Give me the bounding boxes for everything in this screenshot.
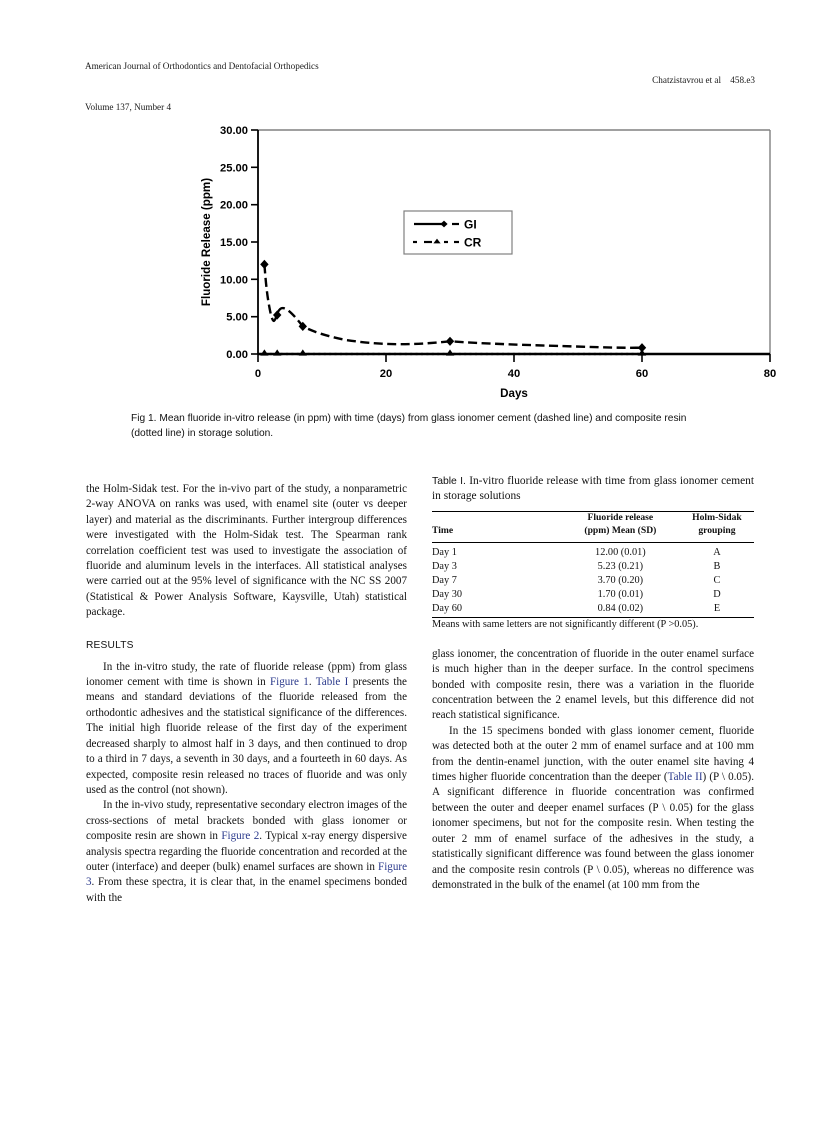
spacer [86,621,407,640]
chart-legend-label-cr: CR [464,235,482,250]
ytick-30: 30.00 [220,125,248,137]
right-column [432,474,754,893]
chart-x-ticks [258,354,770,362]
xref-figure-2[interactable]: Figure 2 [221,830,260,843]
results-invitro-text-b: . [308,676,316,689]
table-1-label: Table I. [432,476,466,487]
paragraph-results-invivo [86,798,407,906]
ytick-15: 15.00 [220,237,248,249]
table-1-body [432,543,754,632]
results-invivo-text-a: In the in-vivo study, representative secondary electron images of the cross-sections of metal brackets bonded with glass ionomer or composite resin are shown in [86,799,407,843]
table-cell-time: Day 3 [432,560,457,572]
table-cell-time: Day 60 [432,603,463,615]
chart-legend [404,211,512,254]
spacer [86,651,407,660]
table-cell-time: Day 1 [432,546,457,558]
xtick-60: 60 [635,368,649,380]
results-invitro-text-c: presents the means and standard deviations of the fluoride released from the orthodontic adhesives and the statistical significance of the differences. The initial high fluoride release of the first day of the experiment decreased sharply to almost half in 3 days, and then continued to drop to a third in 7 days, a seventh in 30 days, and a fourteeth in 60 days. As expected, composite resin released no traces of fluoride and was only used as the control (not shown). [86,676,407,796]
ytick-25: 25.00 [220,162,248,175]
table-1-title [432,474,754,504]
spacer [432,632,754,647]
chart-x-axis-title: Days [500,387,528,400]
table-header-fluoride-release [561,512,680,542]
chart-x-tick-labels [255,368,776,380]
xref-table-1[interactable]: Table I [315,676,349,689]
chart-y-ticks [251,130,258,354]
right-2-text-a: In the 15 specimens bonded with glass ionomer cement, fluoride was detected both at the outer 2 mm of enamel surface and at 100 mm from the dentin-enamel junction, with the outer enamel site having 4 times higher fluoride concentration than the deeper ( [432,724,754,784]
table-header-holm-sidak-line1: Holm-Sidak [692,512,742,524]
table-cell-grouping: D [713,589,721,601]
xtick-40: 40 [507,368,521,380]
running-head-page-number: 458.e3 [730,74,755,85]
results-invivo-text-c: . From these spectra, it is clear that, in the enamel specimens bonded with the [86,876,407,904]
xref-figure-3[interactable]: Figure 3 [86,860,407,889]
running-head-journal: American Journal of Orthodontics and Dentofacial Orthopedics [85,61,319,71]
table-1 [432,511,754,631]
paragraph-right-2 [432,724,754,893]
xref-table-2[interactable]: Table II [667,771,703,784]
chart-legend-label-gi: GI [464,217,477,232]
xtick-80: 80 [763,368,777,380]
ytick-20: 20.00 [220,199,248,212]
table-cell-time: Day 30 [432,589,463,601]
xref-figure-1[interactable]: Figure 1 [269,676,309,689]
results-invivo-text-b: . Typical x-ray energy dispersive analysis spectra regarding the fluoride concentration and recorded at the outer (interface) and deeper (bulk) enamel surfaces are shown in [86,830,407,873]
table-1-footnote: Means with same letters are not significantly different (P >0.05). [432,618,699,630]
xtick-0: 0 [254,368,262,380]
table-cell-release: 1.70 (0.01) [597,589,644,601]
table-header-holm-sidak-line2: grouping [698,525,736,536]
table-row [432,602,754,617]
chart-y-axis-title: Fluoride Release (ppm) [200,177,213,307]
table-1-title-text: In-vitro fluoride release with time from glass ionomer cement in storage solutions [432,475,754,503]
running-head-gap [721,75,730,85]
table-header-time: Time [432,525,454,536]
table-cell-grouping: C [713,575,721,586]
figure-1-caption [131,412,711,441]
table-cell-grouping: B [713,560,721,572]
ytick-5: 5.00 [226,311,248,324]
table-cell-release: 0.84 (0.02) [597,603,644,615]
table-header-fluoride-release-line1: Fluoride release [587,512,654,524]
running-head-authors-page [638,60,755,101]
table-1-head [432,512,754,543]
left-column [86,482,407,906]
table-header-row [432,512,754,542]
table-footnote-row [432,618,754,632]
ytick-10: 10.00 [220,274,248,287]
table-row [432,588,754,602]
table-header-holm-sidak [680,512,754,542]
paragraph-methods-continued: the Holm-Sidak test. For the in-vivo part of the study, a nonparametric 2-way ANOVA on ranks was used, with enamel site (outer vs deeper layer) and material as the discriminants. Further intergroup differences were investigated with the Holm-Sidak test. The Spearman rank correlation coefficient test was used to investigate the association of fluoride and aluminum levels in the interfaces. All statistical analyses were carried out at the 95% level of significance with the NC SS 2007 (Statistical & Power Analysis Software, Kaysville, Utah) statistical package. [86,483,407,619]
table-cell-grouping: E [713,603,721,615]
table-cell-release: 12.00 (0.01) [595,546,646,558]
figure-1-caption-text: Mean fluoride in-vitro release (in ppm) with time (days) from glass ionomer cement (dashed line) and composite resin (dotted line) in storage solution. [131,413,687,439]
table-row [432,546,754,560]
right-2-text-b: ) (P \ 0.05). A significant difference in fluoride concentration was confirmed between the outer and deeper enamel surfaces (P \ 0.05) for the glass ionomer specimens, but not for the composite resin. When testing the outer 2 mm of enamel surface of the adhesives in the study, a statistically significant difference was found between the glass ionomer and the composite resin controls (P \ 0.05), whereas no difference was demonstrated in the bulk of the enamel (at 100 mm from the [432,771,754,891]
fluoride-release-line-chart [196,122,796,402]
table-cell-time: Day 7 [432,575,457,586]
table-header-fluoride-release-line2: (ppm) Mean (SD) [584,525,657,536]
table-row [432,574,754,588]
table-cell-grouping: A [713,546,721,558]
paragraph-right-1: glass ionomer, the concentration of fluoride in the outer enamel surface is much higher than in the deeper surface. In the control specimens bonded with composite resin, there was a variation in the fluoride concentration between the 2 enamel levels, but this difference did not reach statistical significance. [432,647,754,722]
table-row [432,560,754,574]
xtick-20: 20 [379,368,393,380]
chart-y-tick-labels [220,125,248,361]
table-cell-release: 3.70 (0.20) [597,575,644,586]
chart-plot-frame [258,130,770,354]
table-cell-release: 5.23 (0.21) [597,560,644,572]
ytick-0: 0.00 [226,349,248,361]
paragraph-results-invitro [86,660,407,799]
figure-1-caption-label: Fig 1. [131,413,157,424]
running-head-volume: Volume 137, Number 4 [85,101,172,112]
results-invitro-text-a: In the in-vitro study, the rate of fluoride release (ppm) from glass ionomer cement with time is shown in [86,660,407,689]
section-heading-results: RESULTS [86,639,134,651]
figure-1 [196,122,796,402]
running-head-authors: Chatzistavrou et al [652,74,722,85]
running-head [85,60,755,114]
